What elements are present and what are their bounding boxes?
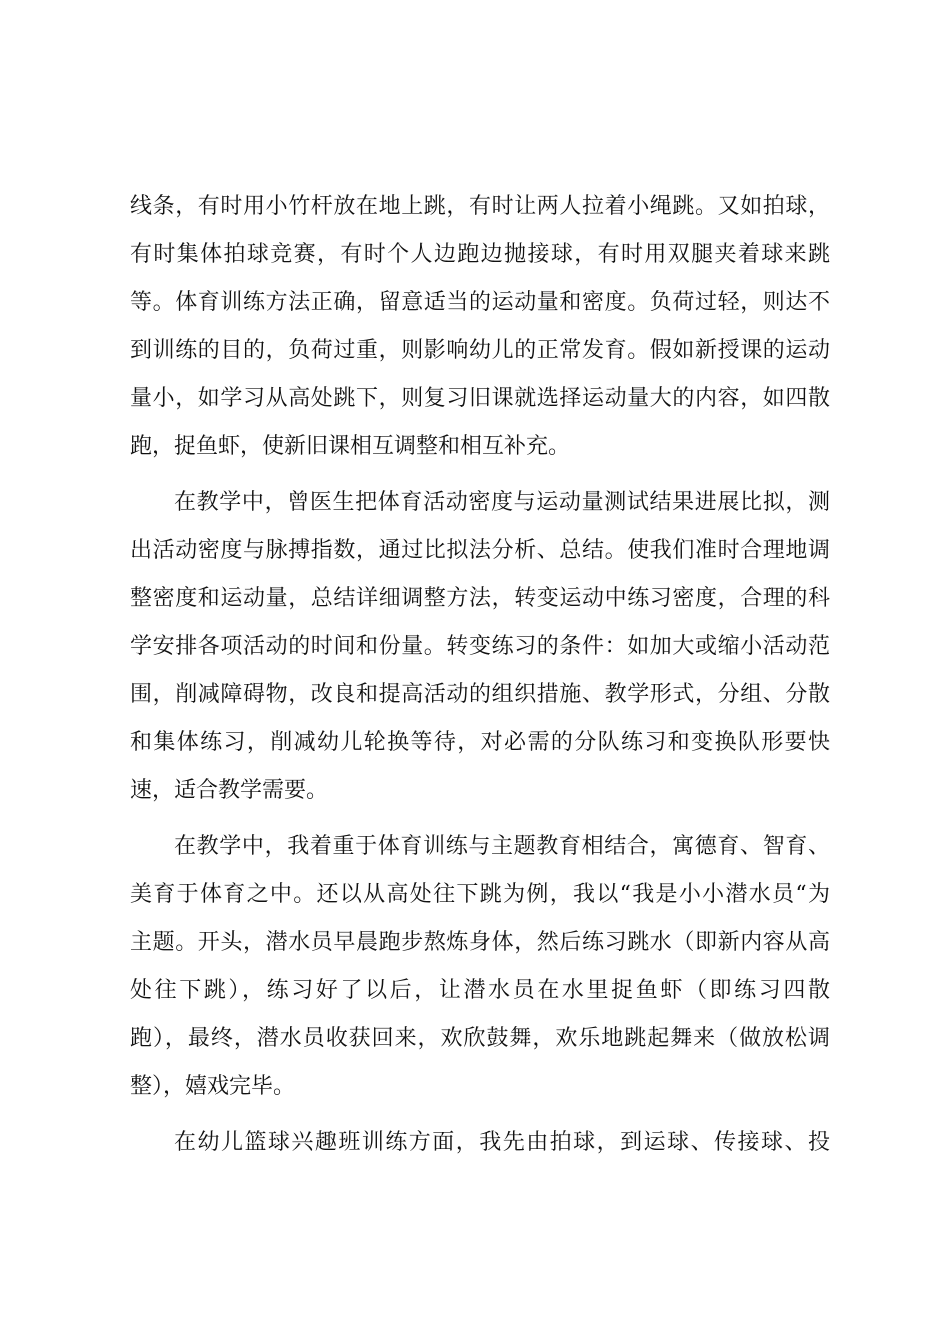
text-line: 美育于体育之中。还以从高处往下跳为例，我以“我是小小潜水员“为 [130,882,830,907]
text-line: 有时集体拍球竞赛，有时个人边跑边抛接球，有时用双腿夹着球来跳 [130,242,830,267]
text-line: 主题。开头，潜水员早晨跑步熬炼身体，然后练习跳水（即新内容从高 [130,930,830,955]
text-line: 围，削减障碍物，改良和提高活动的组织措施、教学形式，分组、分散 [130,682,830,707]
text-line: 在幼儿篮球兴趣班训练方面，我先由拍球，到运球、传接球、投 [174,1130,830,1155]
text-line: 和集体练习，削减幼儿轮换等待，对必需的分队练习和变换队形要快 [130,730,830,755]
text-line: 跑，捉鱼虾，使新旧课相互调整和相互补充。 [130,434,571,459]
text-line: 整），嬉戏完毕。 [130,1074,296,1099]
text-line: 线条，有时用小竹杆放在地上跳，有时让两人拉着小绳跳。又如拍球， [130,194,830,219]
text-line: 量小，如学习从高处跳下，则复习旧课就选择运动量大的内容，如四散 [130,386,830,411]
text-line: 在教学中，我着重于体育训练与主题教育相结合，寓德育、智育、 [174,834,830,859]
text-line: 速，适合教学需要。 [130,778,329,803]
text-line: 处往下跳），练习好了以后，让潜水员在水里捉鱼虾（即练习四散 [130,978,830,1003]
text-line: 在教学中，曾医生把体育活动密度与运动量测试结果进展比拟，测 [174,490,830,515]
text-line: 出活动密度与脉搏指数，通过比拟法分析、总结。使我们准时合理地调 [130,538,830,563]
text-line: 跑），最终，潜水员收获回来，欢欣鼓舞，欢乐地跳起舞来（做放松调 [130,1026,830,1051]
text-line: 学安排各项活动的时间和份量。转变练习的条件：如加大或缩小活动范 [130,634,830,659]
text-line: 等。体育训练方法正确，留意适当的运动量和密度。负荷过轻，则达不 [130,290,830,315]
text-line: 整密度和运动量，总结详细调整方法，转变运动中练习密度，合理的科 [130,586,830,611]
text-line: 到训练的目的，负荷过重，则影响幼儿的正常发育。假如新授课的运动 [130,338,830,363]
